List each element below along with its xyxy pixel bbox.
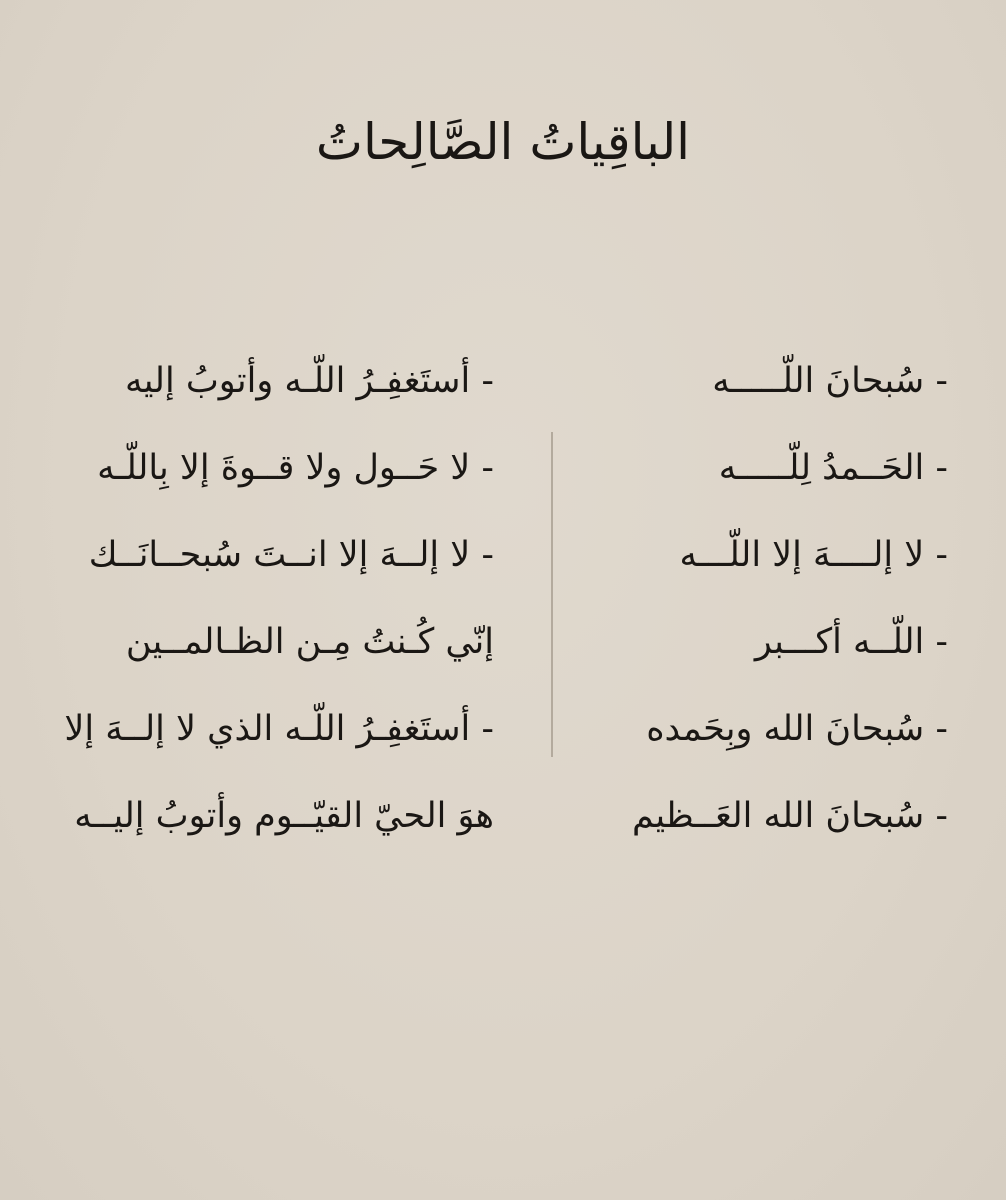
dhikr-line: - سُبحانَ الله وبِحَمده — [646, 709, 948, 749]
page-title: الباقِياتُ الصَّالِحاتُ — [315, 113, 691, 171]
left-column — [44, 338, 494, 860]
dhikr-line: - لا إلــهَ إلا انــتَ سُبحــانَــك — [88, 535, 494, 575]
dhikr-line: هوَ الحيّ القيّــوم وأتوبُ إليــه — [74, 796, 494, 836]
dhikr-line: - سُبحانَ الله العَــظيم — [632, 796, 948, 836]
dhikr-line: - اللّــه أكـــبر — [754, 622, 948, 662]
dhikr-line: - سُبحانَ اللّـــــه — [712, 361, 948, 401]
dhikr-line: - أستَغفِـرُ اللّـه وأتوبُ إليه — [124, 361, 494, 401]
right-column — [568, 338, 948, 860]
dhikr-line: - الحَــمدُ لِلّـــــه — [718, 448, 948, 488]
dhikr-line: - لا حَــول ولا قــوةَ إلا بِاللّـه — [97, 448, 494, 488]
column-divider — [551, 432, 553, 757]
dhikr-line: - أستَغفِـرُ اللّـه الذي لا إلــهَ إلا — [64, 709, 494, 749]
dhikr-line: إنّي كُـنتُ مِـن الظـالمــين — [125, 622, 494, 662]
dhikr-line: - لا إلــــهَ إلا اللّـــه — [679, 535, 948, 575]
